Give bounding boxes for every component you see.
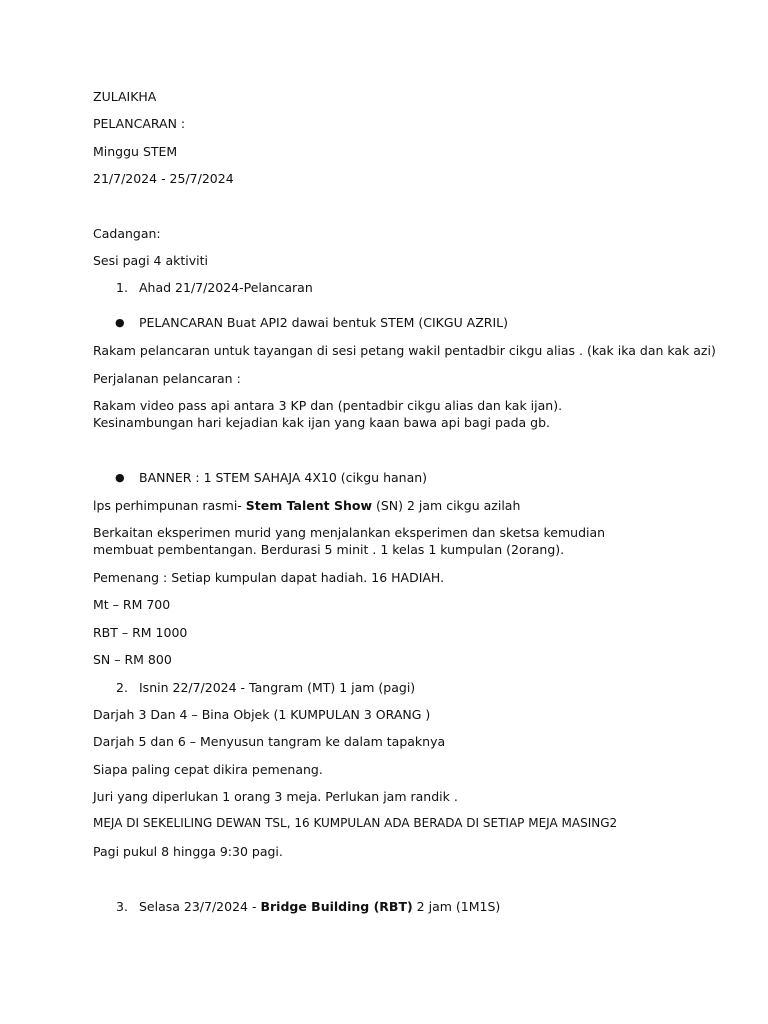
prize-mt: Mt – RM 700 (93, 597, 171, 612)
bold-text: Bridge Building (RBT) (260, 899, 413, 914)
list-item-text: Isnin 22/7/2024 - Tangram (MT) 1 jam (pagi) (139, 680, 416, 695)
paragraph: Darjah 5 dan 6 – Menyusun tangram ke dalam tapaknya (93, 734, 446, 749)
heading-pelancaran: PELANCARAN : (93, 116, 186, 131)
bold-text: Stem Talent Show (245, 498, 373, 513)
paragraph (93, 497, 520, 514)
paragraph: Rakam pelancaran untuk tayangan di sesi petang wakil pentadbir cikgu alias . (kak ika dan kak azi) (93, 343, 716, 358)
prize-sn: SN – RM 800 (93, 652, 172, 667)
prize-rbt: RBT – RM 1000 (93, 625, 188, 640)
text-run: (SN) 2 jam cikgu azilah (372, 498, 521, 513)
bullet-icon: ● (115, 316, 125, 329)
paragraph: Juri yang diperlukan 1 orang 3 meja. Perlukan jam randik . (93, 789, 458, 804)
paragraph: MEJA DI SEKELILING DEWAN TSL, 16 KUMPULAN ADA BERADA DI SETIAP MEJA MASING2 (93, 816, 618, 830)
event-dates: 21/7/2024 - 25/7/2024 (93, 171, 234, 186)
bullet-text: BANNER : 1 STEM SAHAJA 4X10 (cikgu hanan) (139, 470, 428, 485)
list-number: 3. (116, 899, 128, 914)
paragraph: Perjalanan pelancaran : (93, 371, 241, 386)
text-run: lps perhimpunan rasmi- (93, 498, 246, 513)
text-run: Selasa 23/7/2024 - (139, 899, 261, 914)
bullet-icon: ● (115, 471, 125, 484)
paragraph: Siapa paling cepat dikira pemenang. (93, 762, 323, 777)
text-run: 2 jam (1M1S) (412, 899, 501, 914)
author-name: ZULAIKHA (93, 89, 157, 104)
cadangan-label: Cadangan: (93, 226, 161, 241)
paragraph: Berkaitan eksperimen murid yang menjalankan eksperimen dan sketsa kemudian membuat pembentangan. Berdurasi 5 minit . 1 kelas 1 kumpulan (2orang). (93, 525, 606, 557)
list-number: 2. (116, 680, 128, 695)
session-note: Sesi pagi 4 aktiviti (93, 253, 209, 268)
paragraph: Rakam video pass api antara 3 KP dan (pentadbir cikgu alias dan kak ijan). Kesinambungan hari kejadian kak ijan yang kaan bawa api bagi pada gb. (93, 398, 563, 430)
bullet-text: PELANCARAN Buat API2 dawai bentuk STEM (CIKGU AZRIL) (139, 315, 509, 330)
paragraph: Pemenang : Setiap kumpulan dapat hadiah. 16 HADIAH. (93, 570, 445, 585)
list-number: 1. (116, 280, 128, 295)
list-item-text: Ahad 21/7/2024-Pelancaran (139, 280, 313, 295)
list-item-text (139, 898, 500, 915)
paragraph: Darjah 3 Dan 4 – Bina Objek (1 KUMPULAN 3 ORANG ) (93, 707, 431, 722)
event-name: Minggu STEM (93, 144, 178, 159)
paragraph: Pagi pukul 8 hingga 9:30 pagi. (93, 844, 283, 859)
